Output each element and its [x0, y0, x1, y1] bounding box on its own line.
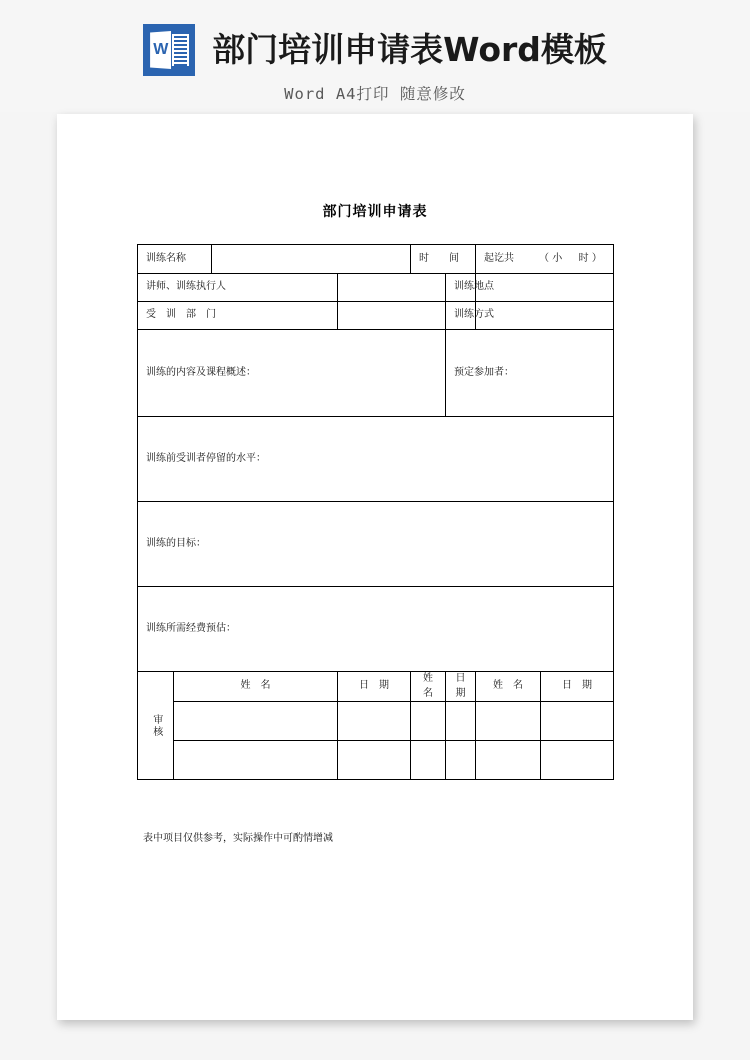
audit-col-header-5: 姓 名 — [476, 672, 541, 702]
cell-objectives-label: 训练的目标： — [146, 537, 206, 549]
word-icon-document — [172, 34, 189, 66]
cell-audit-label — [138, 672, 174, 780]
form-title: 部门培训申请表 — [322, 204, 428, 220]
audit-col-header-1: 姓 名 — [174, 672, 338, 702]
audit-cell-r2c1[interactable] — [174, 741, 338, 780]
cell-value-method[interactable] — [476, 302, 614, 330]
cell-expected-participants[interactable] — [446, 330, 614, 417]
cell-label-method: 训练方式 — [446, 302, 476, 330]
table-row — [138, 274, 614, 302]
audit-cell-r1c4[interactable] — [446, 702, 476, 741]
audit-signature-row — [138, 741, 614, 780]
cell-label-location: 训练地点 — [446, 274, 476, 302]
cell-label-time: 时 间 — [411, 245, 476, 274]
table-row — [138, 245, 614, 274]
form-footnote: 表中项目仅供参考，实际操作中可酌情增减 — [143, 833, 333, 844]
table-row — [138, 330, 614, 417]
audit-cell-r2c6[interactable] — [541, 741, 614, 780]
audit-col-header-2: 日 期 — [338, 672, 411, 702]
audit-cell-r1c6[interactable] — [541, 702, 614, 741]
cell-budget[interactable] — [138, 587, 614, 672]
cell-course-outline-label: 训练的内容及课程概述： — [146, 366, 256, 378]
audit-header-row — [138, 672, 614, 702]
word-icon-letter: W — [153, 41, 168, 58]
training-application-table — [137, 244, 614, 780]
cell-label-department: 受 训 部 门 — [138, 302, 338, 330]
audit-cell-r2c5[interactable] — [476, 741, 541, 780]
cell-expected-participants-label: 预定参加者： — [454, 366, 515, 378]
table-row — [138, 587, 614, 672]
audit-signature-row — [138, 702, 614, 741]
audit-cell-r1c5[interactable] — [476, 702, 541, 741]
page-header — [0, 0, 750, 112]
audit-col-header-3: 姓 名 — [411, 672, 446, 702]
audit-cell-r1c2[interactable] — [338, 702, 411, 741]
cell-label-instructor: 讲师、训练执行人 — [138, 274, 338, 302]
cell-budget-label: 训练所需经费预估： — [146, 622, 236, 634]
table-row — [138, 302, 614, 330]
cell-course-outline[interactable] — [138, 330, 446, 417]
cell-objectives[interactable] — [138, 502, 614, 587]
audit-label-text: 审核 — [150, 713, 162, 738]
cell-value-duration[interactable] — [476, 245, 614, 274]
word-app-icon — [143, 24, 195, 76]
page-title: 部门培训申请表Word模板 — [212, 30, 607, 69]
audit-col-header-4: 日 期 — [446, 672, 476, 702]
table-row — [138, 502, 614, 587]
document-sheet — [57, 114, 693, 1020]
audit-cell-r1c1[interactable] — [174, 702, 338, 741]
audit-cell-r2c4[interactable] — [446, 741, 476, 780]
cell-value-department[interactable] — [338, 302, 446, 330]
cell-value-instructor[interactable] — [338, 274, 446, 302]
cell-value-location[interactable] — [476, 274, 614, 302]
cell-label-training-name: 训练名称 — [138, 245, 212, 274]
cell-prior-level[interactable] — [138, 417, 614, 502]
audit-cell-r2c3[interactable] — [411, 741, 446, 780]
duration-prefix-label: 起讫共 — [484, 252, 515, 264]
audit-cell-r2c2[interactable] — [338, 741, 411, 780]
cell-value-training-name[interactable] — [212, 245, 411, 274]
audit-col-header-6: 日 期 — [541, 672, 614, 702]
audit-cell-r1c3[interactable] — [411, 702, 446, 741]
table-row — [138, 417, 614, 502]
header-brand-row — [143, 24, 607, 76]
cell-prior-level-label: 训练前受训者停留的水平： — [146, 452, 266, 464]
duration-suffix-label: （小 时） — [539, 252, 606, 264]
page-subtitle: Word A4打印 随意修改 — [284, 85, 466, 103]
